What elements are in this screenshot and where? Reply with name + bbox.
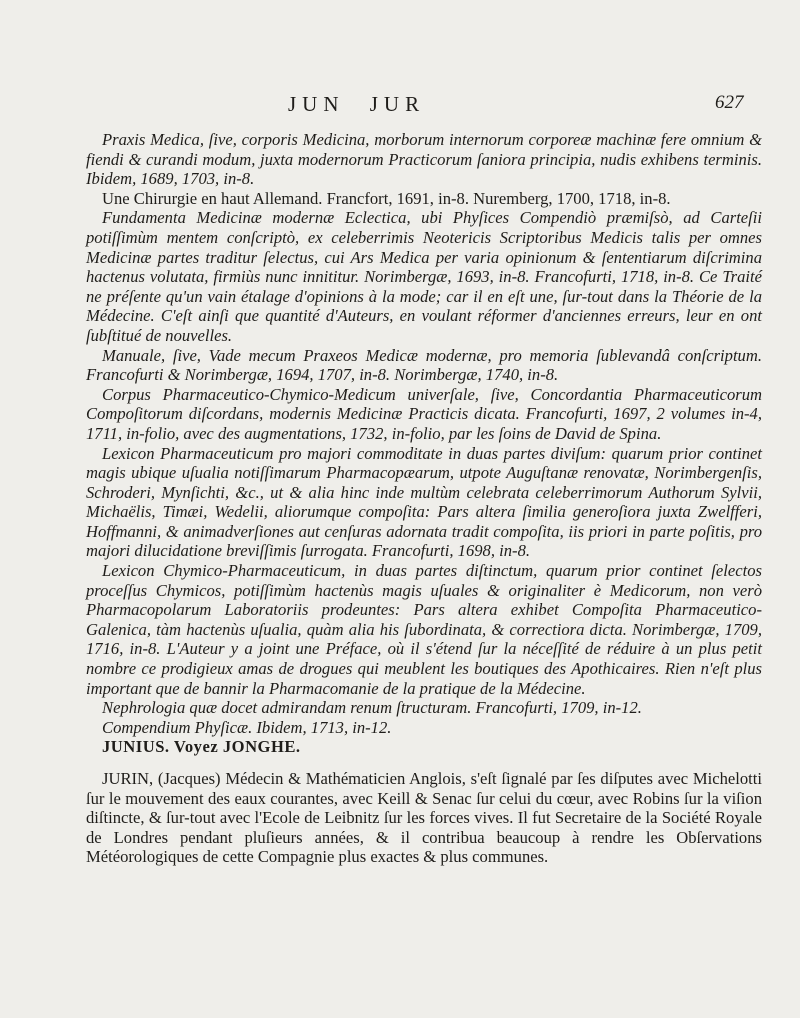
entry-praxis-medica: Praxis Medica, ſive, corporis Medicina, morborum internorum corporeæ machinæ fere omnium & fiendi & curandi modum, juxta modernorum Practicorum ſaniora principia, nudis exhibens terminis. Ibidem, 1689, 1703, in-8.: [86, 130, 762, 189]
entry-compendium: Compendium Phyſicæ. Ibidem, 1713, in-12.: [102, 717, 392, 737]
entry-nephrologia: Nephrologia quæ docet admirandam renum ſtructuram. Francofurti, 1709, in-12.: [102, 698, 642, 718]
entry-jurin: JURIN, (Jacques) Médecin & Mathématicien Anglois, s'eſt ſignalé par ſes diſputes avec Michelotti ſur le mouvement des eaux courantes, avec Keill & Senac ſur celui du cœur, avec Robins ſur la viſion diſtincte, & ſur-tout avec l'Ecole de Leibnitz ſur les forces vives. Il fut Secretaire de la Société Royale de Londres pendant pluſieurs années, & il contribua beaucoup à rendre les Obſervations Météorologiques de cette Compagnie plus exactes & plus communes.: [86, 769, 762, 867]
entry-chirurgie: Une Chirurgie en haut Allemand. Francfort, 1691, in-8. Nuremberg, 1700, 1718, in-8.: [102, 188, 671, 208]
entry-fundamenta: Fundamenta Medicinæ modernæ Eclectica, ubi Phyſices Compendiò præmiſsò, ad Carteſii potiſſimùm mentem conſcriptò, ex celeberrimis Neotericis Scriptoribus Medicis talis per omnes Medicinæ partes traditur ſelectus, cui Ars Medica per varia opinionum & ſententiarum diſcrimina hactenus volutata, firmiùs nunc innititur. Norimbergæ, 1693, in-8. Francofurti, 1718, in-8. Ce Traité ne préſente qu'un vain étalage d'opinions à la mode; car il en eſt une, ſur-tout dans la Théorie de la Médecine. C'eſt ainſi que quantité d'Auteurs, en voulant réformer d'anciennes erreurs, leur en ont ſubſtitué de nouvelles.: [86, 208, 762, 345]
running-title: JUN JUR: [288, 92, 426, 116]
entry-junius: JUNIUS. Voyez JONGHE.: [102, 737, 301, 757]
entry-manuale: Manuale, ſive, Vade mecum Praxeos Medicæ modernæ, pro memoria ſublevandâ conſcriptum. Francofurti & Norimbergæ, 1694, 1707, in-8. Norimbergæ, 1740, in-8.: [86, 345, 762, 385]
running-header: [0, 92, 800, 116]
entry-lexicon-pharmaceuticum: Lexicon Pharmaceuticum pro majori commoditate in duas partes diviſum: quarum prior continet magis ubique uſualia notiſſimarum Pharmacopæarum, utpote Auguſtanæ renovatæ, Norimbergenſis, Schroderi, Mynſichti, &c., ut & alia hinc inde multùm celebrata celeberrimorum Authorum Sylvii, Michaëlis, Timæi, Wedelii, aliorumque compoſita: Pars altera ſimilia generoſiora juxta Zwelfferi, Hoffmanni, & animadverſiones aut cenſuras adornata tradit compoſita, iis priori in parte poſitis, pro majori dilucidatione breviſſimis ſurrogata. Francofurti, 1698, in-8.: [86, 443, 762, 561]
page-body: [86, 130, 762, 867]
entry-corpus: Corpus Pharmaceutico-Chymico-Medicum univerſale, ſive, Concordantia Pharmaceuticorum Compoſitorum diſcordans, modernis Medicinæ Practicis dicata. Francofurti, 1697, 2 volumes in-4, 1711, in-folio, avec des augmentations, 1732, in-folio, par les ſoins de David de Spina.: [86, 384, 762, 443]
entry-lexicon-chymico: Lexicon Chymico-Pharmaceuticum, in duas partes diſtinctum, quarum prior continet ſelectos proceſſus Chymicos, potiſſimùm hactenùs magis uſuales & originaliter è Medicorum, non verò Pharmacopolarum Laboratoriis prodeuntes: Pars altera exhibet Compoſita Pharmaceutico-Galenica, tàm hactenùs uſualia, quàm alia his ſubordinata, & correctiora dicta. Norimbergæ, 1709, 1716, in-8. L'Auteur y a joint une Préface, où il s'étend ſur la néceſſité de réduire à un plus petit nombre ce prodigieux amas de drogues qui meublent les boutiques des Apothicaires. Rien n'eſt plus important que de bannir la Pharmacomanie de la pratique de la Médecine.: [86, 561, 762, 698]
page-number: 627: [715, 92, 744, 113]
